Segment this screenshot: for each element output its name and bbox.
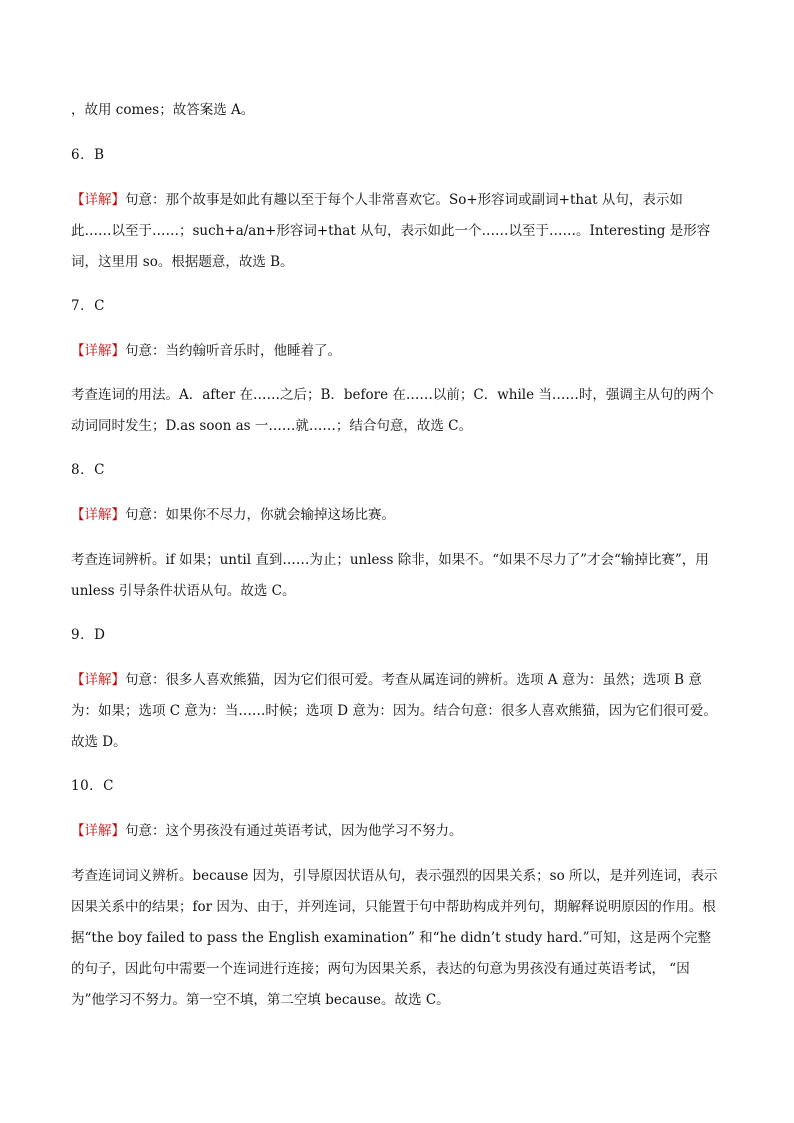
answer-9: 9．D [71,627,106,643]
answer-7: 7．C [71,298,105,314]
detail-tag: 【详解】 [71,507,125,523]
detail-tag: 【详解】 [71,343,125,359]
analysis-10: 考查连词词义辨析。because 因为，引导原因状语从句，表示强烈的因果关系；so 所以，是并列连词，表示因果关系中的结果；for 因为、由于，并列连词，只能置于句中帮助构成并列句，期解释说明原因的作用。根据“the boy failed to pass the English examination” 和“he didn’t study hard.”可知，这是两个完整的句子，因此句中需要一个连词进行连接；两句为因果关系，表达的句意为男孩没有通过英语考试， “因为”他学习不努力。第一空不填，第二空填 because。故选 C。 [71,868,718,1008]
analysis-7: 考查连词的用法。A．after 在……之后；B．before 在……以前；C．while 当……时，强调主从句的两个动词同时发生；D.as soon as 一……就……；结合句意，故选 C。 [71,387,714,434]
answer-6: 6．B [71,147,105,163]
answer-8: 8．C [71,462,105,478]
explanation-7: 【详解】句意：当约翰听音乐时，他睡着了。 [71,343,341,359]
detail-tag: 【详解】 [71,823,125,839]
detail-tag: 【详解】 [71,672,125,688]
explanation-6: 【详解】句意：那个故事是如此有趣以至于每个人非常喜欢它。So+形容词或副词+that 从句，表示如此……以至于……；such+a/an+形容词+that 从句，表示如此一个……以至于……。Interesting 是形容词，这里用 so。根据题意，故选 B。 [71,192,711,270]
detail-tag: 【详解】 [71,192,125,208]
explanation-9: 【详解】句意：很多人喜欢熊猫，因为它们很可爱。考查从属连词的辨析。选项 A 意为：虽然；选项 B 意为：如果；选项 C 意为：当……时候；选项 D 意为：因为。结合句意：很多人喜欢熊猫，因为它们很可爱。故选 D。 [71,672,717,750]
explanation-10: 【详解】句意：这个男孩没有通过英语考试，因为他学习不努力。 [71,823,463,839]
answer-note-5: ，故用 comes；故答案选 A。 [71,102,255,118]
analysis-8: 考查连词辨析。if 如果；until 直到……为止；unless 除非，如果不。“如果不尽力了”才会“输掉比赛”，用 unless 引导条件状语从句。故选 C。 [71,552,709,599]
explanation-8: 【详解】句意：如果你不尽力，你就会输掉这场比赛。 [71,507,395,523]
answer-10: 10．C [71,778,115,794]
